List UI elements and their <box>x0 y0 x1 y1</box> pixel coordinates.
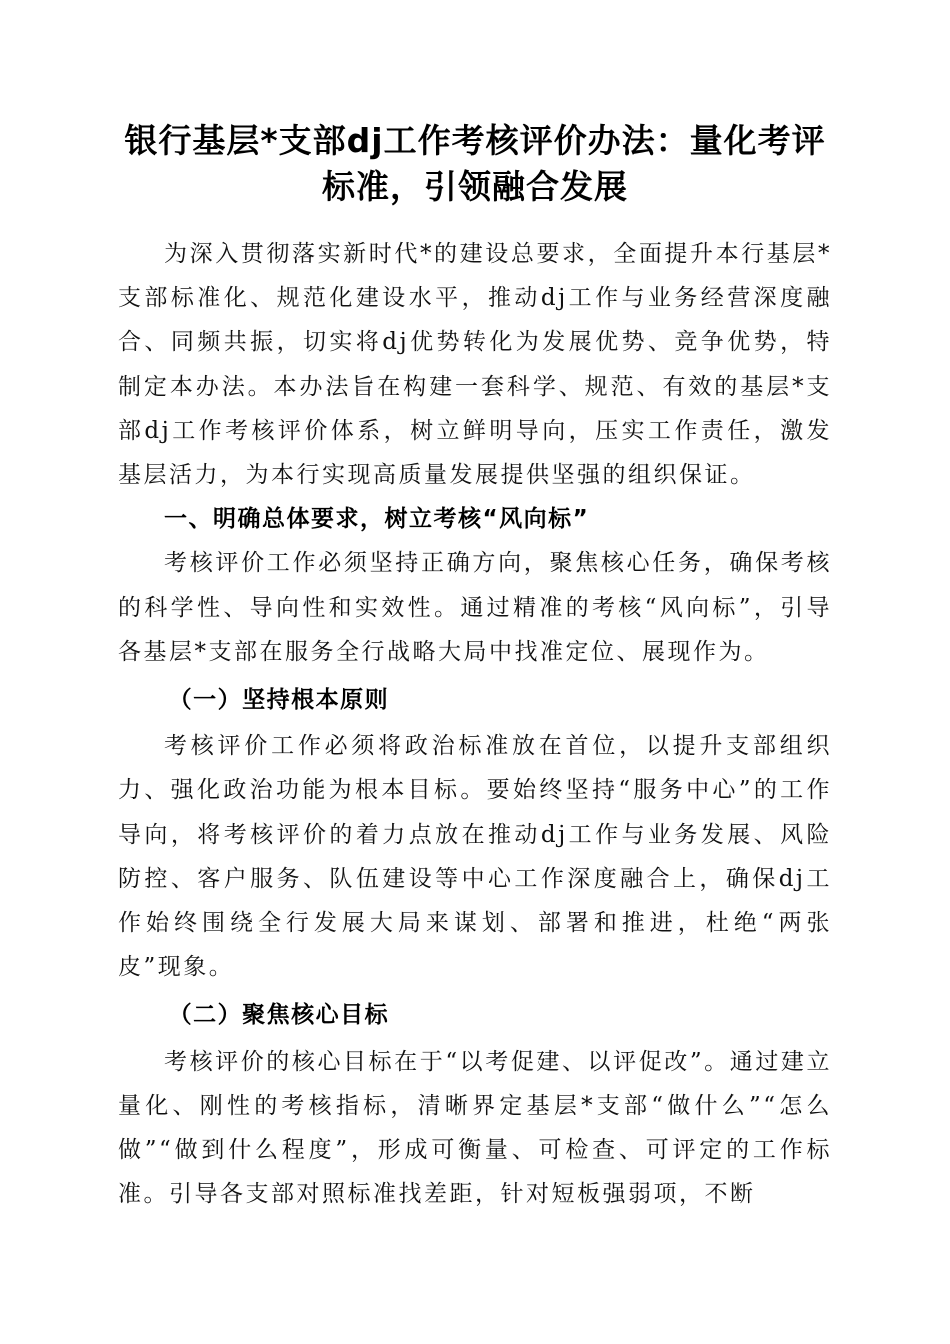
document-body <box>118 118 832 1216</box>
intro-paragraph: 为深入贯彻落实新时代*的建设总要求，全面提升本行基层*支部标准化、规范化建设水平，推动dj工作与业务经营深度融合、同频共振，切实将dj优势转化为发展优势、竞争优势，特制定本办法。本办法旨在构建一套科学、规范、有效的基层*支部dj工作考核评价体系，树立鲜明导向，压实工作责任，激发基层活力，为本行实现高质量发展提供坚强的组织保证。 <box>118 241 832 489</box>
document-title: 银行基层*支部dj工作考核评价办法：量化考评标准，引领融合发展 <box>124 121 826 206</box>
subsection-2-paragraph: 考核评价的核心目标在于“以考促建、以评促改”。通过建立量化、刚性的考核指标，清晰界定基层*支部“做什么”“怎么做”“做到什么程度”，形成可衡量、可检查、可评定的工作标准。引导各支部对照标准找差距，针对短板强弱项，不断 <box>118 1048 832 1208</box>
subsection-heading-1: （一）坚持根本原则 <box>168 687 390 714</box>
section-1-paragraph: 考核评价工作必须坚持正确方向，聚焦核心任务，确保考核的科学性、导向性和实效性。通过精准的考核“风向标”，引导各基层*支部在服务全行战略大局中找准定位、展现作为。 <box>118 550 832 665</box>
section-heading-1: 一、明确总体要求，树立考核“风向标” <box>164 506 590 533</box>
subsection-1-paragraph: 考核评价工作必须将政治标准放在首位，以提升支部组织力、强化政治功能为根本目标。要始终坚持“服务中心”的工作导向，将考核评价的着力点放在推动dj工作与业务发展、风险防控、客户服务、队伍建设等中心工作深度融合上，确保dj工作始终围绕全行发展大局来谋划、部署和推进，杜绝“两张皮”现象。 <box>118 733 832 981</box>
subsection-heading-2: （二）聚焦核心目标 <box>168 1002 390 1029</box>
